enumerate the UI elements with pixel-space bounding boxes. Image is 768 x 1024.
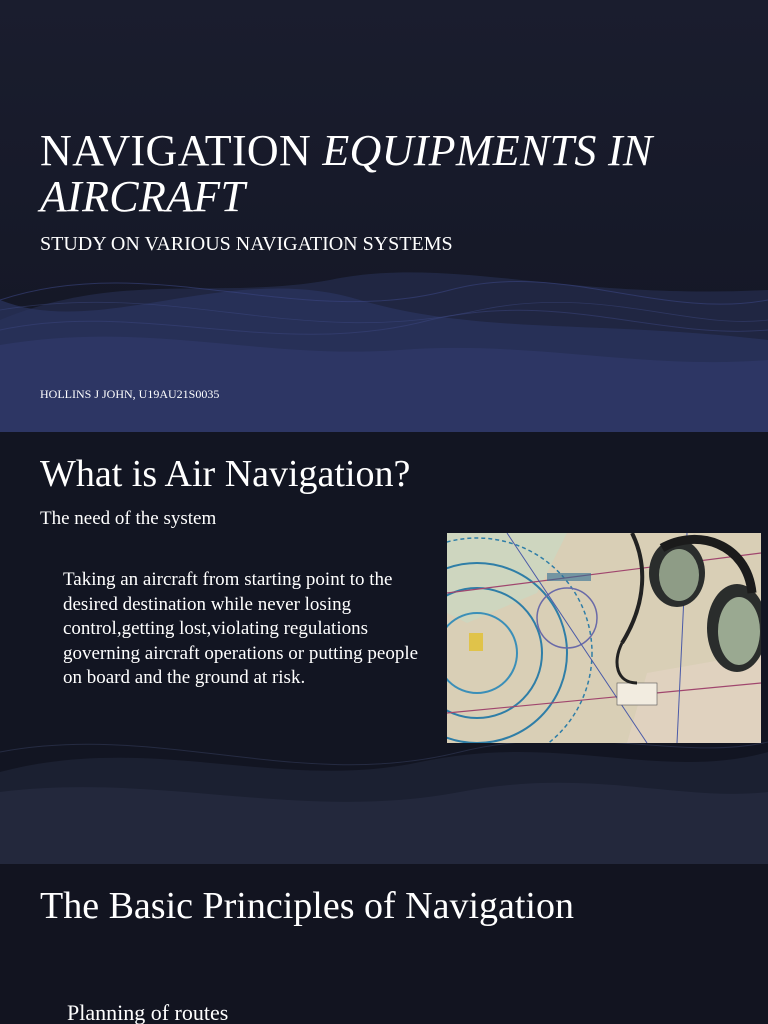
chart-photo-icon: [447, 533, 761, 743]
slide-subheading: The need of the system: [40, 508, 217, 529]
slide-heading: What is Air Navigation?: [40, 453, 411, 495]
slide-heading: The Basic Principles of Navigation: [40, 885, 574, 927]
title-plain: NAVIGATION: [40, 126, 323, 175]
bullet-planning-of-routes: Planning of routes: [67, 1000, 229, 1024]
aviation-chart-headset-photo: [447, 533, 761, 743]
principles-slide: [0, 864, 768, 1024]
slide-subtitle: STUDY ON VARIOUS NAVIGATION SYSTEMS: [40, 233, 453, 255]
slide-title: [40, 128, 730, 220]
author-line: HOLLINS J JOHN, U19AU21S0035: [40, 387, 220, 401]
air-navigation-slide: [0, 432, 768, 864]
title-slide: [0, 0, 768, 432]
title-italic-1: EQUIPMENTS IN: [322, 126, 653, 175]
definition-paragraph: Taking an aircraft from starting point to the desired destination while never losing control,getting lost,violating regulations governing aircraft operations or putting people on board and the ground at risk.: [63, 569, 419, 688]
title-italic-2: AIRCRAFT: [40, 172, 246, 221]
